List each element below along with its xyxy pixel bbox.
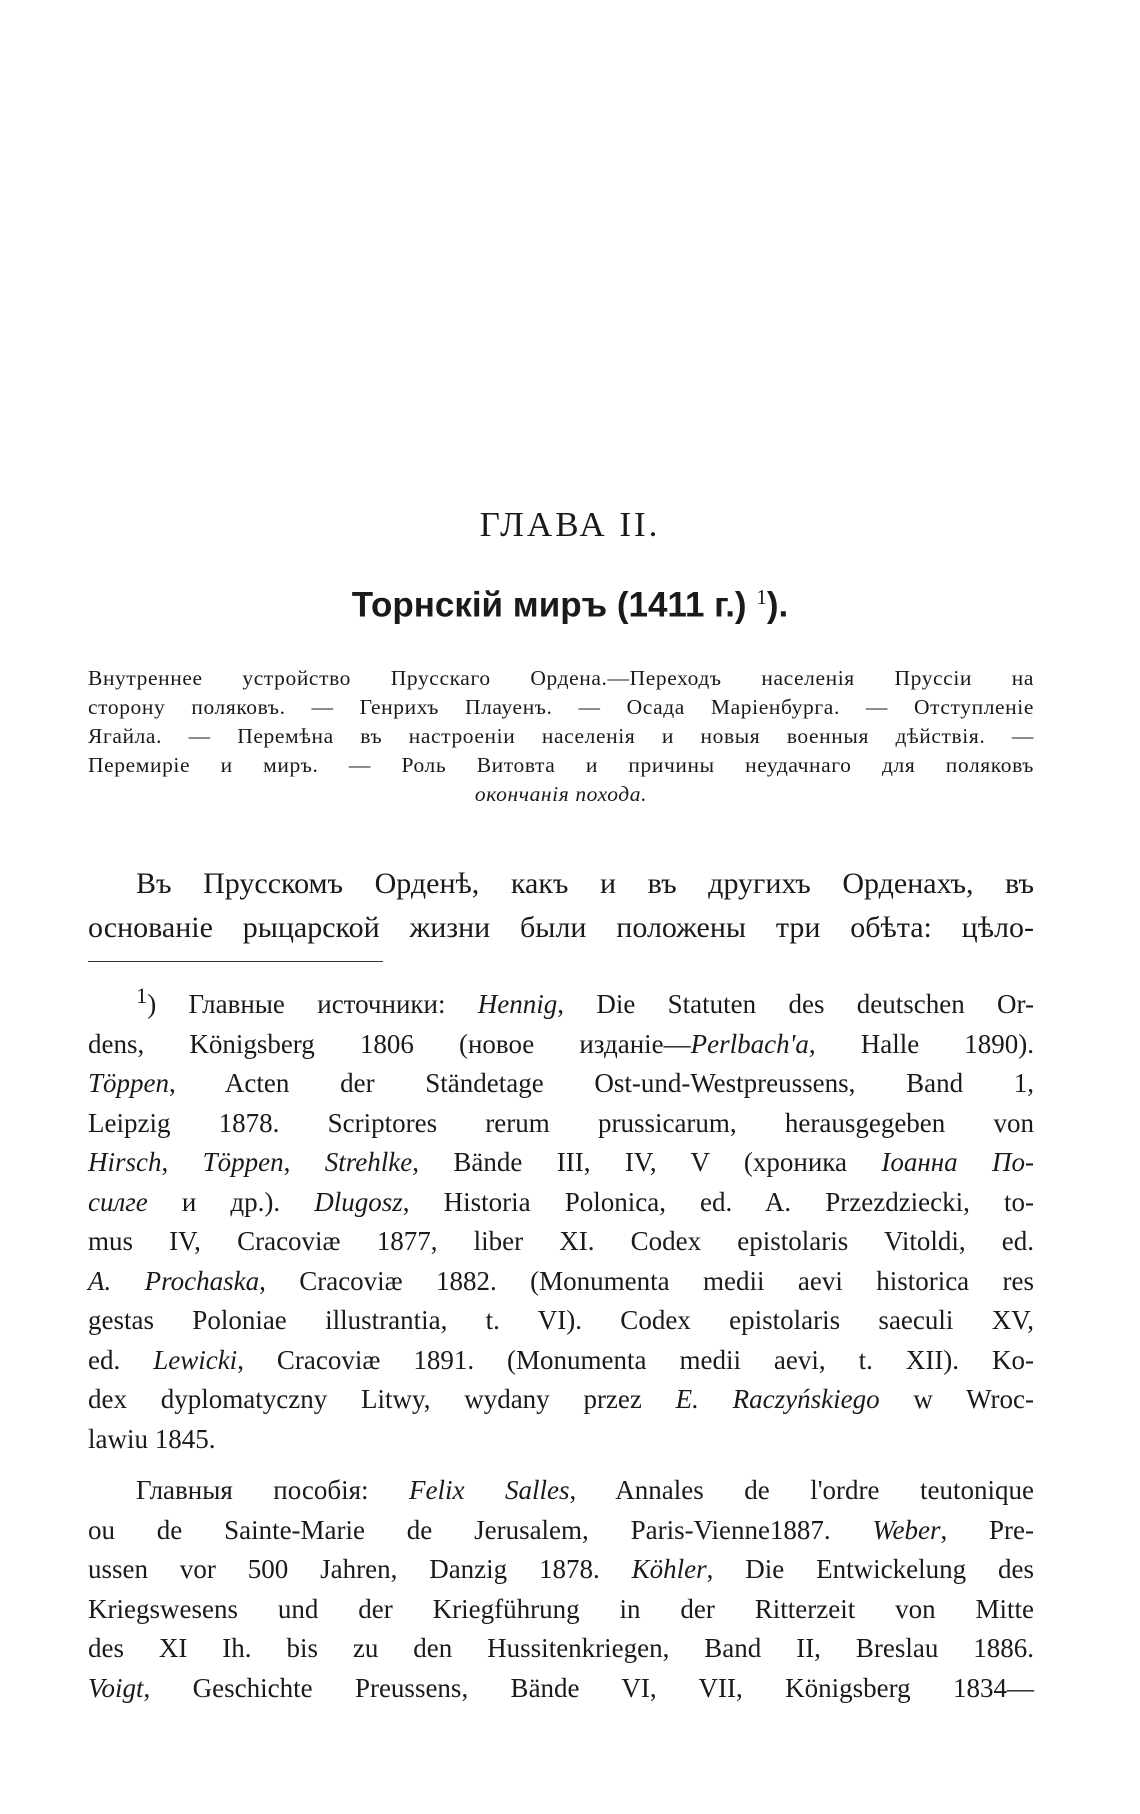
footnote-line: mus IV, Cracoviæ 1877, liber XI. Codex epistolaris Vitoldi, ed. (88, 1226, 1034, 1256)
text: и др.). (147, 1186, 315, 1217)
text: ussen vor 500 Jahren, Danzig 1878. (88, 1554, 632, 1584)
footnote-line: gestas Poloniae illustrantia, t. VI). Codex epistolaris saeculi XV, (88, 1305, 1034, 1335)
footnote-line (88, 1025, 1034, 1065)
footnote-line (88, 1262, 1034, 1302)
sources-line: Kriegswesens und der Kriegführung in der Ritterzeit von Mitte (88, 1593, 1034, 1624)
summary-line: Ягайла. — Перемѣна въ настроеніи населенія и новыя военныя дѣйствія. — (88, 724, 1034, 748)
text: , Bände III, IV, V (хроника (412, 1147, 882, 1177)
footnote-line (88, 1183, 1034, 1223)
sources-line (88, 1550, 1034, 1590)
footnote-line (88, 1064, 1034, 1104)
author-name: A. Prochaska (88, 1265, 260, 1296)
chapter-heading: ГЛАВА II. (479, 505, 661, 544)
text: , Halle 1890). (808, 1028, 1034, 1059)
author-name: Strehlke (324, 1147, 413, 1177)
text: , Historia Polonica, ed. A. Przezdziecki, to- (402, 1186, 1034, 1217)
text: , Die Statuten des deutschen Or- (557, 989, 1034, 1019)
sources-line (88, 1511, 1034, 1551)
summary-line: Внутреннее устройство Прусскаго Ордена.—Переходъ населенія Пруссіи на (88, 666, 1034, 690)
footnotes (88, 976, 1034, 1708)
spacer (88, 1459, 1034, 1471)
author-name: Voigt (88, 1672, 144, 1703)
author-name: Іоанна По- (881, 1147, 1035, 1177)
footnote-line (88, 1341, 1034, 1381)
summary-line: окончанія похода. (474, 782, 648, 806)
text: , (161, 1147, 203, 1177)
author-name: Weber (872, 1514, 941, 1545)
author-name: Felix Salles (409, 1475, 570, 1505)
footnote-line (88, 976, 1034, 1025)
text: ou de Sainte-Marie de Jerusalem, Paris-Vienne1887. (88, 1514, 873, 1545)
text: , (283, 1147, 325, 1177)
summary-line: сторону поляковъ. — Генрихъ Плауенъ. — Осада Маріенбурга. — Отступленіе (88, 695, 1034, 719)
author-name: Hennig (477, 989, 558, 1019)
text: ) Главные источники: (147, 989, 478, 1019)
text: w Wroc- (879, 1384, 1035, 1414)
author-name: E. Raczyńskiego (675, 1384, 880, 1414)
footnote-line: Leipzig 1878. Scriptores rerum prussicarum, herausgegeben von (88, 1107, 1034, 1138)
footnote-line (88, 1380, 1034, 1420)
text: , Cracoviæ 1882. (Monumenta medii aevi historica res (259, 1265, 1035, 1296)
footnote-mark: 1 (136, 983, 148, 1008)
sources-line: des XI Ih. bis zu den Hussitenkriegen, Band II, Breslau 1886. (88, 1633, 1034, 1663)
text: , Cracoviæ 1891. (Monumenta medii aevi, t. XII). Ko- (237, 1344, 1035, 1375)
sources-line (88, 1669, 1034, 1709)
author-name: Töppen (202, 1147, 284, 1177)
text: ed. (88, 1344, 154, 1375)
author-name: силге (88, 1186, 148, 1217)
text: Главныя пособія: (136, 1475, 410, 1505)
body-line: Въ Прусскомъ Орденѣ, какъ и въ другихъ Орденахъ, въ (136, 867, 1034, 900)
chapter-summary (88, 664, 1034, 809)
footnote-line: lawiu 1845. (88, 1423, 216, 1454)
text: dex dyplomatyczny Litwy, wydany przez (88, 1384, 676, 1414)
text: dens, Königsberg 1806 (новое изданіе— (88, 1028, 691, 1059)
title-suffix: ). (766, 585, 789, 625)
summary-line: Перемиріе и миръ. — Роль Витовта и причины неудачнаго для поляковъ (88, 753, 1034, 777)
body-paragraph (88, 862, 1034, 950)
author-name: Hirsch (88, 1147, 162, 1177)
footnote-line (88, 1143, 1034, 1183)
footnote-divider (88, 961, 383, 962)
author-name: Köhler (631, 1554, 707, 1584)
chapter-title (0, 585, 1140, 626)
sources-line (88, 1471, 1034, 1511)
text: , Die Entwickelung des (706, 1554, 1034, 1584)
title-footnote-mark[interactable]: 1 (756, 585, 767, 609)
text: , Annales de l'ordre teutonique (569, 1475, 1034, 1505)
text: , Pre- (940, 1514, 1034, 1545)
author-name: Dlugosz (314, 1186, 403, 1217)
author-name: Perlbach'a (690, 1028, 809, 1059)
title-text: Торнскій миръ (1411 г.) (351, 585, 747, 625)
author-name: Töppen (88, 1068, 169, 1098)
text: , Geschichte Preussens, Bände VI, VII, Königsberg 1834— (143, 1672, 1034, 1703)
text: , Acten der Ständetage Ost-und-Westpreussens, Band 1, (169, 1068, 1034, 1098)
body-line: основаніе рыцарской жизни были положены три обѣта: цѣло- (88, 911, 1034, 944)
author-name: Lewicki (153, 1344, 238, 1375)
